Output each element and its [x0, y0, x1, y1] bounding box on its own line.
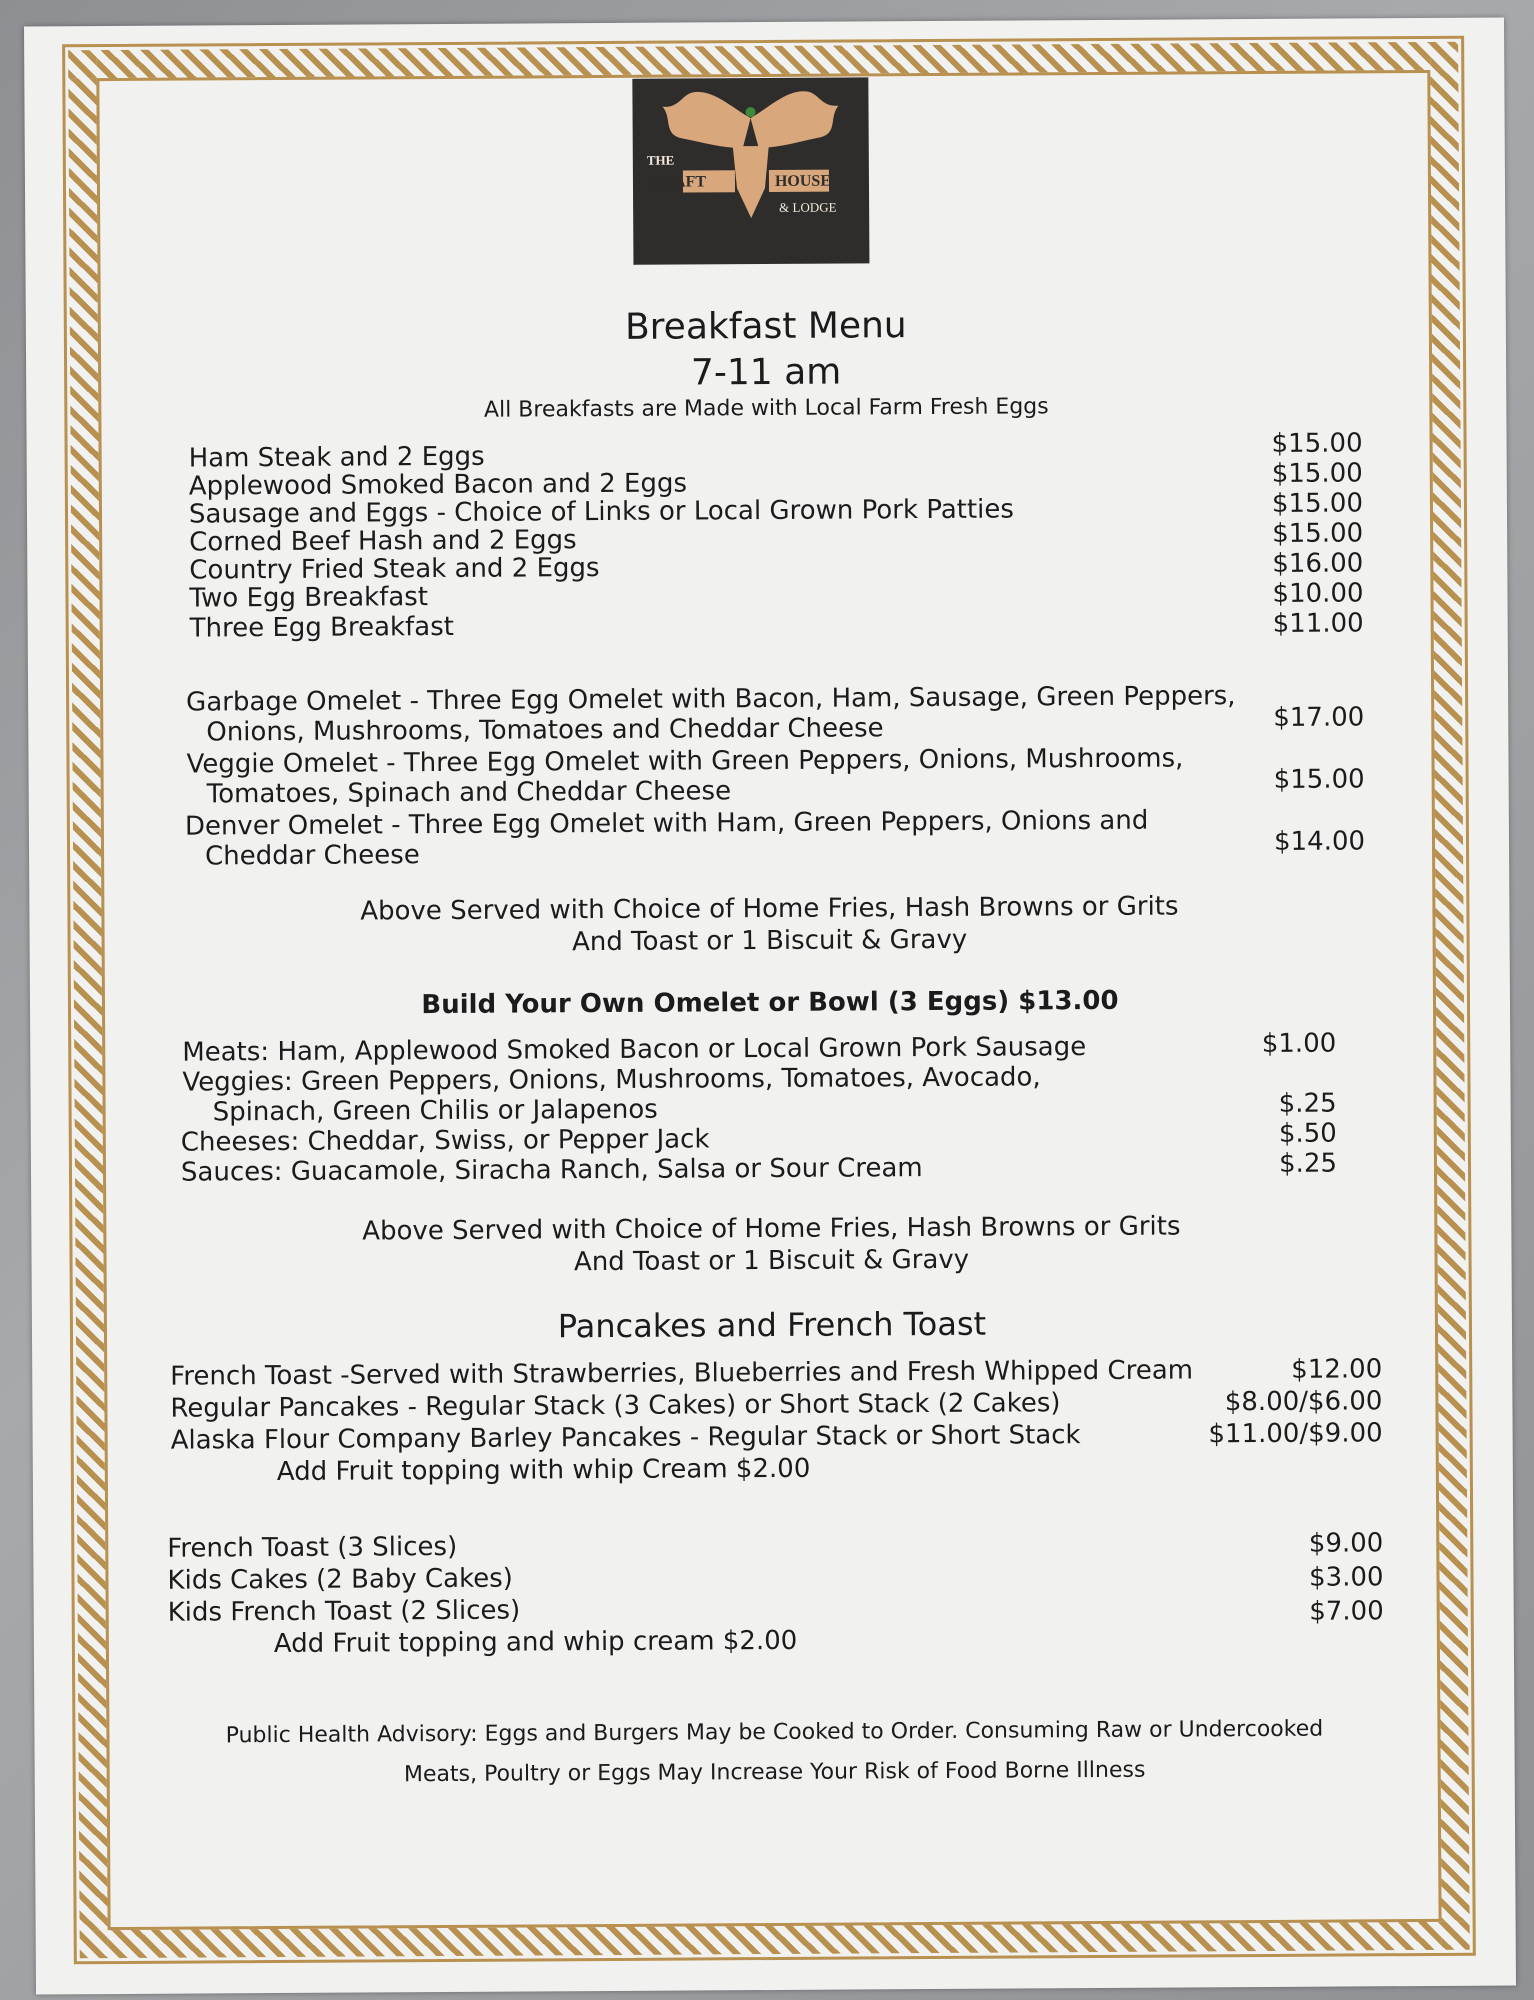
build-meats: Meats: Ham, Applewood Smoked Bacon or Local Grown Pork Sausage — [182, 1032, 1087, 1068]
health-advisory-line1: Public Health Advisory: Eggs and Burgers May be Cooked to Order. Consuming Raw or Undercooked — [225, 1716, 1324, 1749]
omelet-item-price: $17.00 — [1273, 702, 1365, 733]
sides-note-line2: And Toast or 1 Biscuit & Gravy — [571, 924, 968, 958]
sides-note-line1: Above Served with Choice of Home Fries, Hash Browns or Grits — [360, 891, 1179, 927]
menu-item-price: $11.00 — [1272, 608, 1364, 639]
build-veggies-line1: Veggies: Green Peppers, Onions, Mushrooms, Tomatoes, Avocado, — [182, 1062, 1041, 1098]
kids-item: Kids French Toast (2 Slices) — [167, 1595, 521, 1628]
omelet-item-line2: Tomatoes, Spinach and Cheddar Cheese — [206, 776, 732, 810]
health-advisory-line2: Meats, Poultry or Eggs May Increase Your Risk of Food Borne Illness — [403, 1757, 1146, 1788]
kids-item-price: $9.00 — [1308, 1528, 1384, 1559]
menu-title: Breakfast Menu — [624, 305, 907, 348]
menu-item: Two Egg Breakfast — [189, 582, 429, 614]
logo-text-the: THE — [646, 152, 675, 168]
build-sauces-price: $.25 — [1278, 1148, 1338, 1179]
pancake-addon: Add Fruit topping with whip Cream $2.00 — [276, 1453, 811, 1488]
menu-paper — [24, 17, 1516, 1994]
pancakes-heading: Pancakes and French Toast — [557, 1304, 987, 1346]
menu-item: Ham Steak and 2 Eggs — [188, 441, 485, 474]
menu-item-price: $16.00 — [1272, 548, 1364, 579]
logo-text-draft: DRAFT — [650, 173, 707, 191]
build-veggies-price: $.25 — [1278, 1088, 1337, 1119]
build-cheeses: Cheeses: Cheddar, Swiss, or Pepper Jack — [180, 1124, 710, 1158]
omelet-item-price: $15.00 — [1273, 764, 1365, 795]
logo-text-lodge: & LODGE — [779, 199, 837, 215]
build-your-own-heading: Build Your Own Omelet or Bowl (3 Eggs) $13.00 — [421, 985, 1119, 1021]
omelet-item-line1: Veggie Omelet - Three Egg Omelet with Green Peppers, Onions, Mushrooms, — [186, 743, 1184, 780]
kids-addon: Add Fruit topping and whip cream $2.00 — [273, 1625, 798, 1660]
kids-item-price: $7.00 — [1309, 1596, 1384, 1627]
sides-note-line1: Above Served with Choice of Home Fries, Hash Browns or Grits — [362, 1211, 1181, 1247]
menu-item: Applewood Smoked Bacon and 2 Eggs — [188, 468, 688, 502]
menu-subtitle: All Breakfasts are Made with Local Farm Fresh Eggs — [483, 394, 1049, 423]
omelet-item-price: $14.00 — [1273, 826, 1366, 857]
pancake-item-price: $11.00/$9.00 — [1208, 1418, 1383, 1450]
menu-item-price: $15.00 — [1272, 518, 1364, 549]
menu-item: Three Egg Breakfast — [189, 611, 454, 644]
menu-item-price: $15.00 — [1271, 458, 1363, 489]
kids-item: Kids Cakes (2 Baby Cakes) — [167, 1563, 513, 1596]
menu-item: Corned Beef Hash and 2 Eggs — [189, 525, 577, 558]
build-sauces: Sauces: Guacamole, Siracha Ranch, Salsa or Sour Cream — [180, 1153, 923, 1188]
kids-item: French Toast (3 Slices) — [167, 1531, 458, 1564]
pancake-item-price: $8.00/$6.00 — [1224, 1386, 1383, 1418]
omelet-item-line1: Denver Omelet - Three Egg Omelet with Ham, Green Peppers, Onions and — [184, 805, 1149, 842]
kids-item-price: $3.00 — [1308, 1562, 1384, 1593]
pancake-item: French Toast -Served with Strawberries, Blueberries and Fresh Whipped Cream — [170, 1355, 1194, 1392]
menu-item-price: $10.00 — [1272, 578, 1364, 609]
menu-item-price: $15.00 — [1271, 488, 1364, 519]
pancake-item-price: $12.00 — [1291, 1354, 1383, 1385]
menu-content — [24, 17, 1516, 1994]
pancake-item: Regular Pancakes - Regular Stack (3 Cakes) or Short Stack (2 Cakes) — [170, 1388, 1061, 1424]
sides-note-line2: And Toast or 1 Biscuit & Gravy — [573, 1244, 970, 1278]
omelet-item-line1: Garbage Omelet - Three Egg Omelet with Bacon, Ham, Sausage, Green Peppers, — [186, 681, 1236, 718]
menu-item: Sausage and Eggs - Choice of Links or Local Grown Pork Patties — [188, 494, 1014, 530]
menu-item: Country Fried Steak and 2 Eggs — [189, 553, 600, 586]
omelet-item-line2: Cheddar Cheese — [204, 840, 420, 872]
menu-hours: 7-11 am — [690, 351, 842, 394]
logo-text-house: HOUSE — [774, 172, 832, 190]
omelet-item-line2: Onions, Mushrooms, Tomatoes and Cheddar Cheese — [206, 713, 884, 748]
menu-item-price: $15.00 — [1271, 428, 1363, 459]
pancake-item: Alaska Flour Company Barley Pancakes - Regular Stack or Short Stack — [170, 1420, 1081, 1456]
build-cheeses-price: $.50 — [1278, 1118, 1337, 1149]
build-meats-price: $1.00 — [1261, 1028, 1337, 1059]
build-veggies-line2: Spinach, Green Chilis or Jalapenos — [212, 1094, 658, 1128]
